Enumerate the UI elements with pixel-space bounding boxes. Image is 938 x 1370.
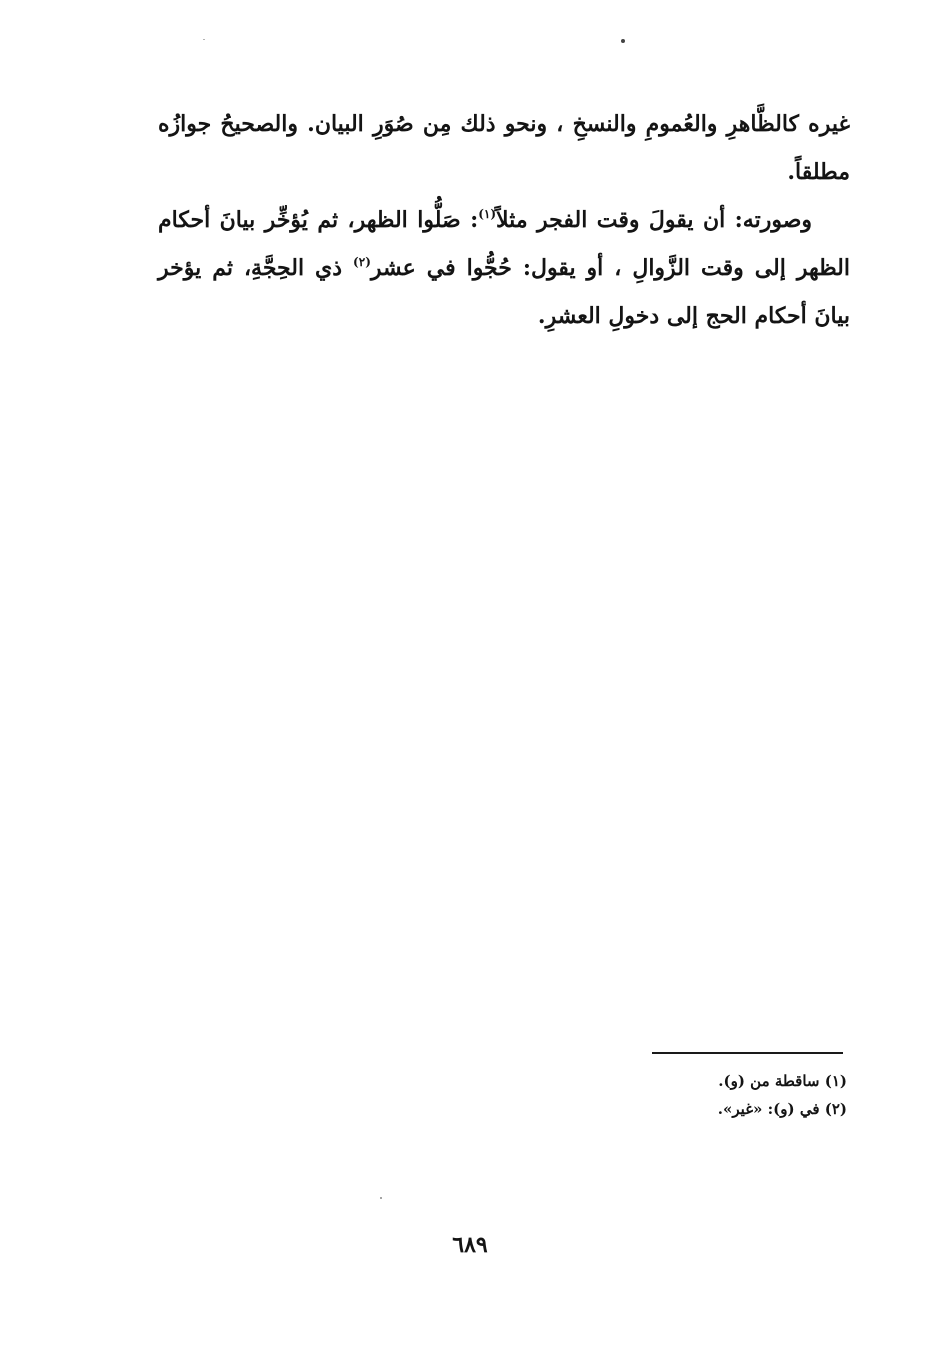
- footnote-separator: [652, 1052, 843, 1054]
- paragraph-2-part-1: وصورته: أن يقولَ وقت الفجر مثلاً: [496, 207, 813, 233]
- footnotes: [560, 1067, 847, 1123]
- main-text: [158, 100, 850, 340]
- page-number: ٦٨٩: [452, 1232, 488, 1258]
- scan-speck: [380, 1197, 382, 1199]
- paragraph-2-part-2: : صَلُّوا الظهر، ثم يُؤخِّر بيانَ أحكام الظهر إلى وقت الزَّوالِ ، أو يقول: حُجُّوا في عشر: [158, 207, 850, 281]
- paragraph-2-part-3: ذي الحِجَّةِ، ثم يؤخر بيانَ أحكام الحج إلى دخولِ العشرِ.: [158, 255, 850, 329]
- footnote-ref-1[interactable]: (١): [478, 207, 497, 221]
- scan-speck: [203, 39, 205, 40]
- paragraph-2: [158, 196, 850, 340]
- footnote-2: (٢) في (و): «غير».: [717, 1100, 847, 1118]
- paragraph-1: غيره كالظَّاهرِ والعُمومِ والنسخِ ، ونحو ذلك مِن صُوَرِ البيان. والصحيحُ جوازُه مطلقاً.: [158, 111, 850, 185]
- footnote-ref-2[interactable]: (٢): [353, 255, 371, 269]
- footnote-1: (١) ساقطة من (و).: [718, 1072, 847, 1090]
- scan-speck: [621, 39, 625, 43]
